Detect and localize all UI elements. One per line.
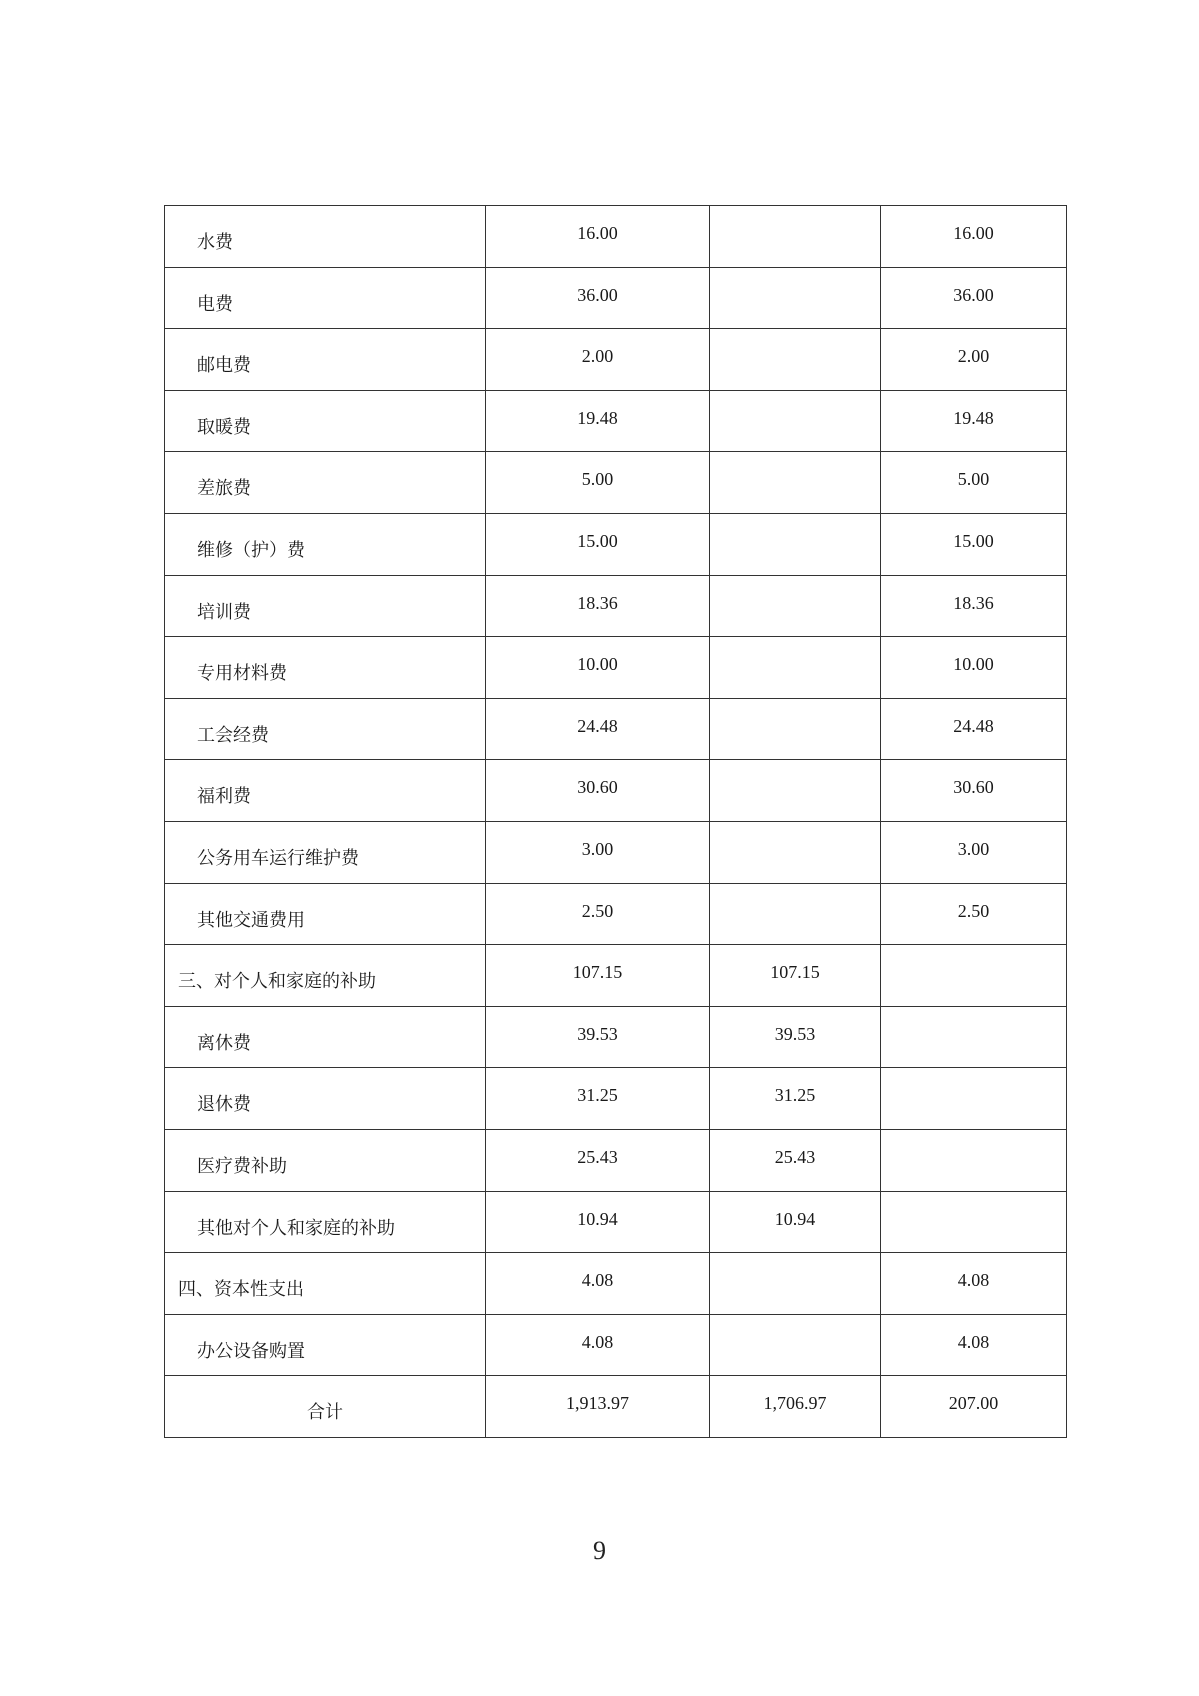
grand-total-cell: 1,913.97 [486,1376,710,1438]
row-label: 维修（护）费 [165,513,486,575]
total-cell: 16.00 [486,206,710,268]
total-cell: 2.50 [486,883,710,945]
row-label: 水费 [165,206,486,268]
row-label: 工会经费 [165,698,486,760]
total-cell: 31.25 [486,1068,710,1130]
table-row [165,637,1067,699]
personnel-cell: 10.94 [710,1191,881,1253]
table-row [165,698,1067,760]
personnel-cell [710,883,881,945]
table-row [165,575,1067,637]
row-label: 专用材料费 [165,637,486,699]
total-cell: 18.36 [486,575,710,637]
row-label: 医疗费补助 [165,1129,486,1191]
public-cell: 36.00 [881,267,1067,329]
total-cell: 4.08 [486,1314,710,1376]
public-cell: 2.00 [881,329,1067,391]
public-cell [881,1068,1067,1130]
table-row [165,1068,1067,1130]
personnel-cell [710,760,881,822]
public-total-cell: 207.00 [881,1376,1067,1438]
total-cell: 107.15 [486,945,710,1007]
row-label: 差旅费 [165,452,486,514]
total-cell: 19.48 [486,390,710,452]
row-label: 其他对个人和家庭的补助 [165,1191,486,1253]
personnel-cell [710,698,881,760]
personnel-cell [710,1253,881,1315]
row-label: 退休费 [165,1068,486,1130]
table-row [165,1191,1067,1253]
table-row [165,267,1067,329]
row-label: 四、资本性支出 [165,1253,486,1315]
table-row [165,513,1067,575]
table-row [165,1253,1067,1315]
total-cell: 39.53 [486,1006,710,1068]
budget-table-body [165,206,1067,1438]
public-cell: 5.00 [881,452,1067,514]
table-row [165,821,1067,883]
row-label: 离休费 [165,1006,486,1068]
table-row [165,760,1067,822]
public-cell: 18.36 [881,575,1067,637]
personnel-cell: 39.53 [710,1006,881,1068]
row-label: 电费 [165,267,486,329]
public-cell: 4.08 [881,1253,1067,1315]
personnel-cell: 25.43 [710,1129,881,1191]
total-cell: 4.08 [486,1253,710,1315]
row-label: 培训费 [165,575,486,637]
public-cell [881,1191,1067,1253]
total-cell: 25.43 [486,1129,710,1191]
public-cell [881,1129,1067,1191]
row-label: 取暖费 [165,390,486,452]
personnel-cell [710,1314,881,1376]
budget-table [164,205,1067,1438]
public-cell: 24.48 [881,698,1067,760]
public-cell: 4.08 [881,1314,1067,1376]
total-cell: 5.00 [486,452,710,514]
personnel-cell [710,267,881,329]
public-cell: 15.00 [881,513,1067,575]
public-cell: 30.60 [881,760,1067,822]
public-cell: 16.00 [881,206,1067,268]
table-row [165,329,1067,391]
personnel-cell [710,575,881,637]
public-cell: 19.48 [881,390,1067,452]
row-label: 三、对个人和家庭的补助 [165,945,486,1007]
table-row [165,1006,1067,1068]
total-cell: 3.00 [486,821,710,883]
personnel-cell: 107.15 [710,945,881,1007]
page-number: 9 [593,1536,606,1565]
total-cell: 2.00 [486,329,710,391]
personnel-cell: 31.25 [710,1068,881,1130]
public-cell [881,945,1067,1007]
personnel-cell [710,329,881,391]
total-cell: 36.00 [486,267,710,329]
row-label: 邮电费 [165,329,486,391]
table-row [165,452,1067,514]
total-row-label: 合计 [165,1376,486,1438]
public-cell: 2.50 [881,883,1067,945]
table-row [165,1314,1067,1376]
total-cell: 15.00 [486,513,710,575]
personnel-cell [710,206,881,268]
table-row [165,883,1067,945]
total-cell: 10.00 [486,637,710,699]
personnel-total-cell: 1,706.97 [710,1376,881,1438]
personnel-cell [710,513,881,575]
public-cell: 3.00 [881,821,1067,883]
personnel-cell [710,452,881,514]
personnel-cell [710,390,881,452]
table-total-row [165,1376,1067,1438]
row-label: 公务用车运行维护费 [165,821,486,883]
row-label: 福利费 [165,760,486,822]
table-row [165,945,1067,1007]
total-cell: 24.48 [486,698,710,760]
personnel-cell [710,821,881,883]
table-row [165,206,1067,268]
public-cell [881,1006,1067,1068]
public-cell: 10.00 [881,637,1067,699]
personnel-cell [710,637,881,699]
table-row [165,1129,1067,1191]
table-row [165,390,1067,452]
total-cell: 10.94 [486,1191,710,1253]
total-cell: 30.60 [486,760,710,822]
row-label: 其他交通费用 [165,883,486,945]
row-label: 办公设备购置 [165,1314,486,1376]
